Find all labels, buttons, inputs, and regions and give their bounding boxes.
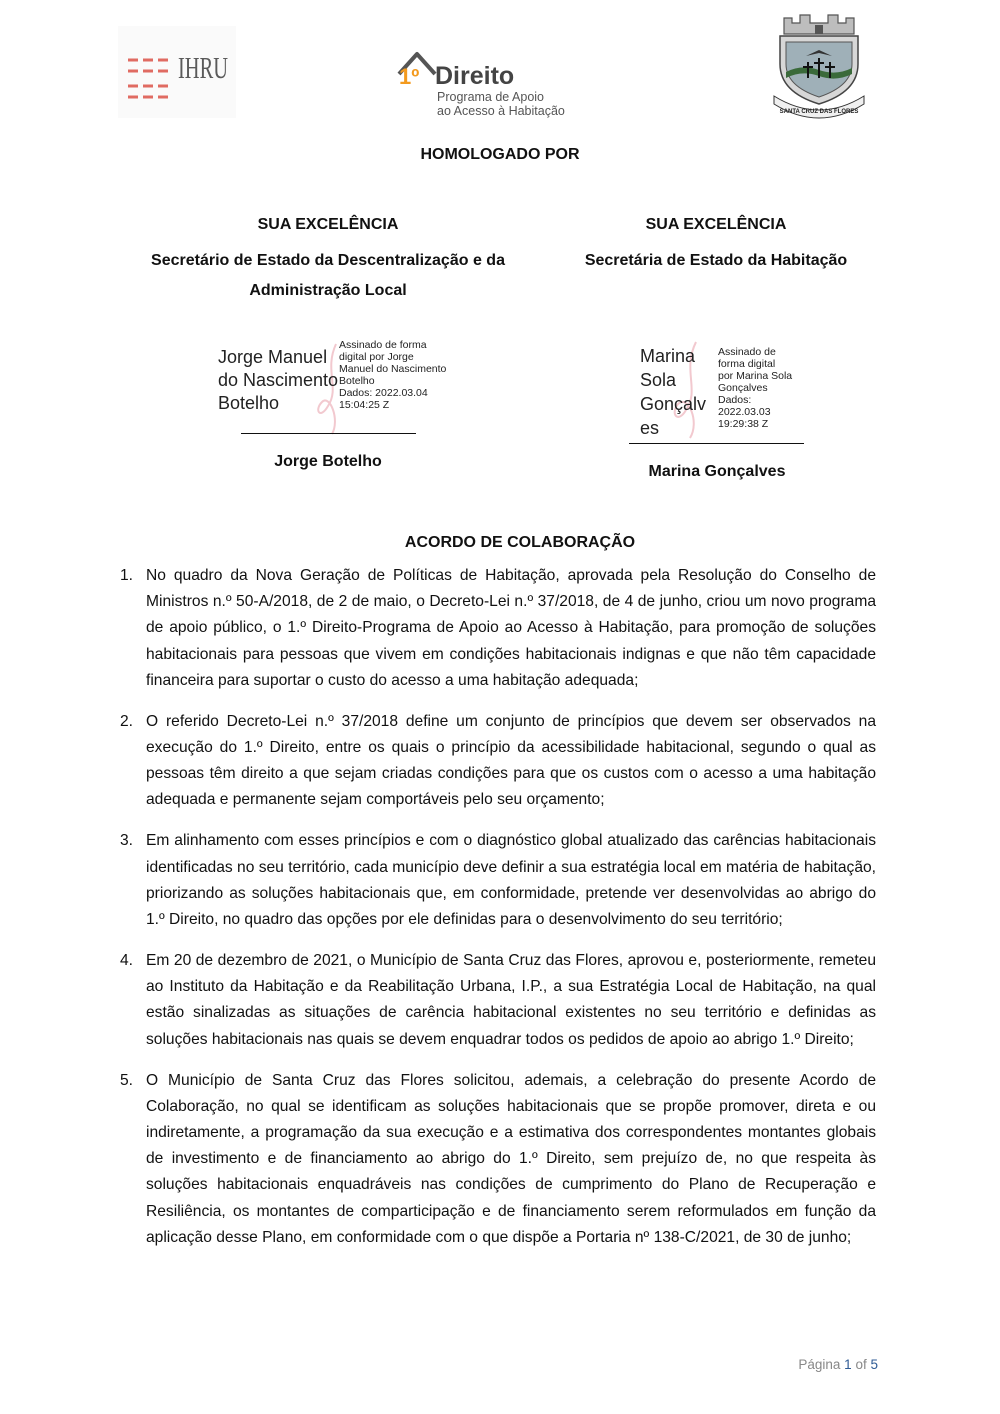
clause-number: 1. bbox=[120, 567, 134, 584]
sig1-meta-line: Manuel do Nascimento bbox=[339, 363, 447, 375]
clause-item bbox=[118, 563, 876, 694]
footer-total-pages: 5 bbox=[870, 1357, 878, 1372]
sig1-name-line: Jorge Manuel bbox=[218, 347, 328, 367]
sig2-name-line: Marina bbox=[640, 346, 696, 366]
clause-text: Em alinhamento com esses princípios e com o diagnóstico global atualizado das carências habitacionais identificadas no seu território, cada município deve definir a sua estratégia local em matéria de habitação, priorizando as soluções habitacionais que, em conformidade, pretende ver desenvolvidas ao abrigo do 1.º Direito, no quadro das opções por ele definidas para o desenvolvimento do seu território; bbox=[146, 832, 876, 929]
clause-text: Em 20 de dezembro de 2021, o Município de Santa Cruz das Flores, aprovou e, posteriormente, remeteu ao Instituto da Habitação e da Reabilitação Urbana, I.P., a sua Estratégia Local de Habitação, na qual estão sinalizadas as situações de carência habitacional existentes no seu território e definidas as soluções habitacionais nas quais se devem enquadrar todos os pedidos de apoio ao abrigo 1.º Direito; bbox=[146, 952, 876, 1048]
direito-subtitle-2: ao Acesso à Habitação bbox=[437, 104, 565, 118]
direito-mark: 1º bbox=[399, 64, 420, 89]
page-footer bbox=[798, 1357, 878, 1372]
signatory-2-role-1: Secretária de Estado da Habitação bbox=[584, 252, 848, 269]
sig1-name-line: do Nascimento bbox=[218, 370, 339, 390]
ihru-logo bbox=[118, 26, 236, 118]
clause-item bbox=[118, 948, 876, 1053]
clause-number: 3. bbox=[120, 832, 134, 850]
sig2-meta-line: Dados: bbox=[718, 394, 752, 406]
signatory-1-role-1: Secretário de Estado da Descentralização e da bbox=[151, 252, 505, 269]
sig2-meta-line: por Marina Sola bbox=[718, 370, 793, 382]
agreement-title: ACORDO DE COLABORAÇÃO bbox=[404, 534, 636, 551]
clause-item bbox=[118, 828, 876, 933]
crest-motto: SANTA CRUZ DAS FLORES bbox=[779, 109, 859, 115]
signatory-1-title: SUA EXCELÊNCIA bbox=[257, 216, 399, 233]
sig1-meta-line: 15:04:25 Z bbox=[339, 399, 390, 411]
sig2-meta-line: forma digital bbox=[718, 358, 776, 370]
clause-text: O referido Decreto-Lei n.º 37/2018 define um conjunto de princípios que devem ser observados na execução do 1.º Direito, entre os quais o princípio da acessibilidade habitacional, segundo o qual as pessoas têm direito a que sejam criadas condições para que os custos com o acesso a uma habitação adequada e permanente sejam comportáveis pelo seu orçamento; bbox=[146, 712, 876, 809]
sig1-name-line: Botelho bbox=[218, 393, 280, 413]
footer-label: Página bbox=[798, 1357, 841, 1372]
signatory-2-header bbox=[566, 210, 866, 276]
clause-item bbox=[118, 1068, 876, 1251]
sig2-name-line: Gonçalv bbox=[640, 394, 707, 414]
signatory-1-role-2: Administração Local bbox=[249, 282, 407, 299]
sig1-meta-line: Botelho bbox=[339, 375, 375, 387]
sig2-name-line: es bbox=[640, 418, 660, 438]
sig1-meta-line: Assinado de forma bbox=[339, 339, 427, 351]
homologation-title: HOMOLOGADO POR bbox=[420, 146, 580, 163]
sig2-name-line: Sola bbox=[640, 370, 677, 390]
signatory-1-header bbox=[128, 210, 528, 306]
clause-number: 4. bbox=[120, 952, 134, 970]
ihru-text: IHRU bbox=[178, 50, 228, 85]
clause-text: O Município de Santa Cruz das Flores solicitou, ademais, a celebração do presente Acordo de Colaboração, no qual se identificam as soluções habitacionais que se propõe promover, direta e ou indiretamente, a programação da sua execução e a estimativa dos correspondentes montantes globais de investimento e de financiamento ao abrigo do 1.º Direito, sem prejuízo de, no que respeita às soluções habitacionais enquadráveis nas condições de cumprimento do Plano de Recuperação e Resiliência, os montantes de comparticipação e de financiamento serem reformulados em função da aplicação desse Plano, em conformidade com o que dispõe a Portaria nº 138-C/2021, de 30 de junho; bbox=[146, 1071, 876, 1246]
signature-line-1 bbox=[241, 433, 416, 434]
clause-number: 2. bbox=[120, 712, 134, 730]
signatory-2-title: SUA EXCELÊNCIA bbox=[645, 216, 787, 233]
municipal-crest bbox=[770, 12, 868, 122]
signatory-2-printed-name: Marina Gonçalves bbox=[648, 463, 786, 480]
sig1-meta-line: digital por Jorge bbox=[339, 351, 414, 363]
direito-logo bbox=[395, 46, 590, 118]
sig2-meta-line: 19:29:38 Z bbox=[718, 418, 769, 430]
signature-line-2 bbox=[629, 443, 804, 444]
agreement-clauses bbox=[118, 563, 876, 1266]
sig2-meta-line: Assinado de bbox=[718, 346, 776, 358]
digital-signature-2 bbox=[640, 344, 820, 439]
direito-subtitle-1: Programa de Apoio bbox=[437, 90, 545, 104]
footer-of: of bbox=[855, 1357, 867, 1372]
clause-item bbox=[118, 709, 876, 814]
direito-title: Direito bbox=[435, 62, 515, 90]
sig2-meta-line: 2022.03.03 bbox=[718, 406, 771, 418]
sig2-meta-line: Gonçalves bbox=[718, 382, 768, 394]
sig1-meta-line: Dados: 2022.03.04 bbox=[339, 387, 428, 399]
clause-number: 5. bbox=[120, 1071, 134, 1089]
digital-signature-1 bbox=[218, 339, 458, 426]
signatory-1-printed-name: Jorge Botelho bbox=[274, 453, 382, 470]
clause-text: No quadro da Nova Geração de Políticas de Habitação, aprovada pela Resolução do Conselho de Ministros n.º 50-A/2018, de 2 de maio, o Decreto-Lei n.º 37/2018, de 4 de junho, criou um novo programa de apoio público, o 1.º Direito-Programa de Apoio ao Acesso à Habitação, para promoção de soluções habitacionais para pessoas que vivem em condições habitacionais indignas e que não têm capacidade financeira para suportar o custo do acesso a uma habitação adequada; bbox=[146, 567, 876, 689]
footer-page-number: 1 bbox=[844, 1357, 852, 1372]
